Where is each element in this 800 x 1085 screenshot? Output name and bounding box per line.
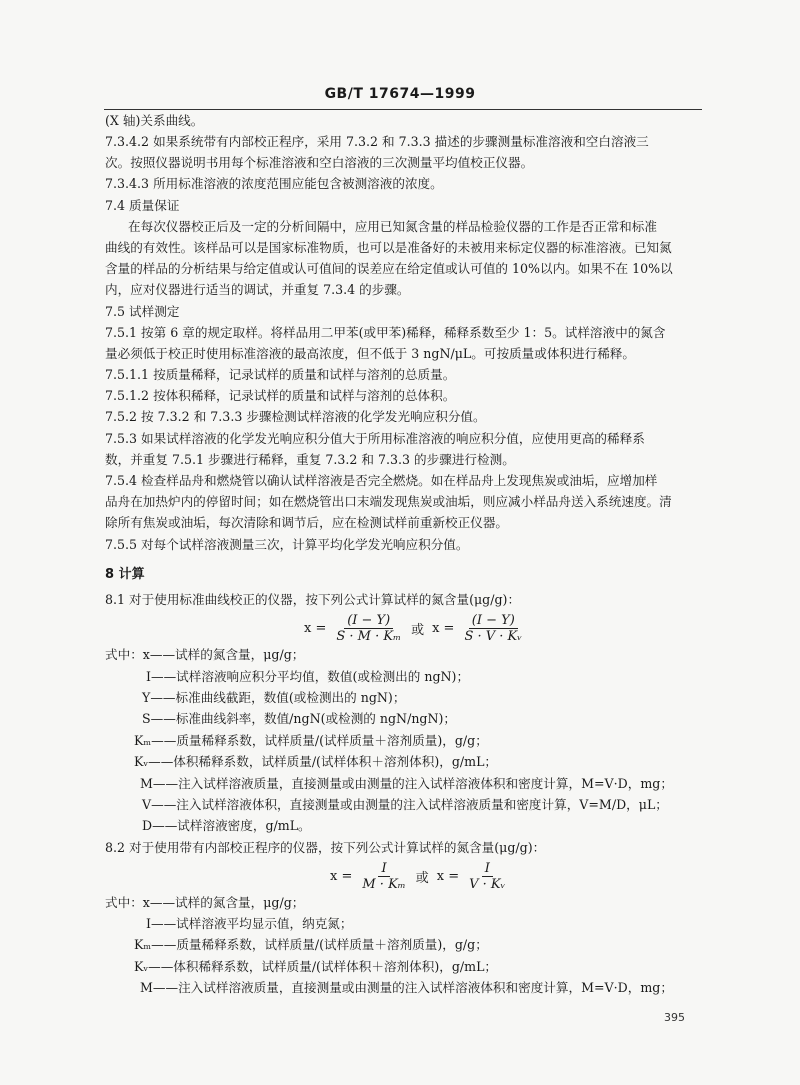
text-line: 品舟在加热炉内的停留时间；如在燃烧管出口末端发现焦炭或油垢，则应减小样品舟送入系统速度。清 [105,494,672,509]
text-line: 曲线的有效性。该样品可以是国家标准物质，也可以是准备好的未被用来标定仪器的标准溶液。已知氮 [105,240,672,255]
text-line: 数，并重复 7.5.1 步骤进行稀释，重复 7.3.2 和 7.3.3 的步骤进行检测。 [105,452,515,467]
text-line: 7.5.1 按第 6 章的规定取样。将样品用二甲苯(或甲苯)稀释，稀释系数至少 1：5。试样溶液中的氮含 [105,325,666,340]
formula-connector: 或 [411,623,425,638]
fraction [466,861,508,892]
fraction-denominator: M · Kₘ [362,877,406,892]
fraction-denominator: S · V · Kᵥ [464,629,523,644]
fraction [359,861,408,892]
page-number: 395 [664,1011,685,1024]
formula-lhs: x = [304,621,327,636]
formula-connector: 或 [415,871,429,886]
formula-lhs: x = [436,869,460,884]
fraction-denominator: S · M · Kₘ [336,629,402,644]
text-line: Kₘ——质量稀释系数，试样质量/(试样质量＋溶剂质量)，g/g； [134,733,488,748]
text-line: Y——标准曲线截距，数值(或检测出的 ngN)； [142,690,406,705]
text-line: 8 计算 [105,567,145,582]
formula-lhs: x = [432,621,455,636]
text-line: M——注入试样溶液质量，直接测量或由测量的注入试样溶液体积和密度计算，M=V·D，mg； [140,980,673,995]
formula-8-1 [300,613,528,644]
text-line: 7.5.3 如果试样溶液的化学发光响应积分值大于所用标准溶液的响应积分值，应使用更高的稀释系 [105,431,645,446]
text-line: 次。按照仪器说明书用每个标准溶液和空白溶液的三次测量平均值校正仪器。 [105,155,534,170]
text-line: 8.1 对于使用标准曲线校正的仪器，按下列公式计算试样的氮含量(μg/g)： [105,592,521,607]
page-header-title: GB/T 17674—1999 [324,86,476,102]
text-line: 7.5.5 对每个试样溶液测量三次，计算平均化学发光响应积分值。 [105,537,469,552]
text-line: I——试样溶液响应积分平均值，数值(或检测出的 ngN)； [146,669,470,684]
text-line: 在每次仪器校正后及一定的分析间隔中，应用已知氮含量的样品检验仪器的工作是否正常和标准 [128,219,657,234]
fraction-denominator: V · Kᵥ [469,877,506,892]
text-line: 7.5 试样测定 [105,304,180,319]
text-line: 式中：x——试样的氮含量，μg/g； [105,647,305,662]
text-line: 除所有焦炭或油垢，每次清除和调节后，应在检测试样前重新校正仪器。 [105,515,508,530]
text-line: 内，应对仪器进行适当的调试，并重复 7.3.4 的步骤。 [105,282,410,297]
text-line: 量必须低于校正时使用标准溶液的最高浓度，但不低于 3 ngN/μL。可按质量或体积进行稀释。 [105,346,635,361]
fraction [461,613,525,644]
text-line: I——试样溶液平均显示值，纳克氮； [146,916,353,931]
fraction-numerator: (I − Y) [344,613,393,629]
text-line: 7.5.2 按 7.3.2 和 7.3.3 步骤检测试样溶液的化学发光响应积分值。 [105,409,486,424]
header-rule [104,109,702,110]
text-line: Kₘ——质量稀释系数，试样质量/(试样质量＋溶剂质量)，g/g； [134,937,488,952]
text-line: 7.3.4.2 如果系统带有内部校正程序，采用 7.3.2 和 7.3.3 描述的步骤测量标准溶液和空白溶液三 [105,134,649,149]
text-line: 7.3.4.3 所用标准溶液的浓度范围应能包含被测溶液的浓度。 [105,176,443,191]
text-line: 含量的样品的分析结果与给定值或认可值间的误差应在给定值或认可值的 10%以内。如果不在 10%以 [105,261,673,276]
text-line: 7.5.1.2 按体积稀释，记录试样的质量和试样与溶剂的总体积。 [105,388,456,403]
fraction-numerator: I [482,861,493,877]
fraction [333,613,404,644]
formula-lhs: x = [330,869,353,884]
fraction-numerator: (I − Y) [469,613,518,629]
text-line: 7.4 质量保证 [105,198,180,213]
text-line: 8.2 对于使用带有内部校正程序的仪器，按下列公式计算试样的氮含量(μg/g)： [105,840,546,855]
fraction-numerator: I [378,861,389,877]
text-line: S——标准曲线斜率，数值/ngN(或检测的 ngN/ngN)； [142,711,457,726]
text-line: 式中：x——试样的氮含量，μg/g； [105,895,305,910]
text-line: (X 轴)关系曲线。 [105,113,204,128]
text-line: Kᵥ——体积稀释系数，试样质量/(试样体积＋溶剂体积)，g/mL； [134,754,498,769]
text-line: 7.5.4 检查样品舟和燃烧管以确认试样溶液是否完全燃烧。如在样品舟上发现焦炭或油垢，应增加样 [105,473,658,488]
text-line: M——注入试样溶液质量，直接测量或由测量的注入试样溶液体积和密度计算，M=V·D，mg； [140,776,673,791]
text-line: V——注入试样溶液体积，直接测量或由测量的注入试样溶液质量和密度计算，V=M/D，μL； [142,797,668,812]
text-line: 7.5.1.1 按质量稀释，记录试样的质量和试样与溶剂的总质量。 [105,367,456,382]
formula-8-2 [326,861,511,892]
text-line: D——试样溶液密度，g/mL。 [142,818,311,833]
text-line: Kᵥ——体积稀释系数，试样质量/(试样体积＋溶剂体积)，g/mL； [134,959,498,974]
